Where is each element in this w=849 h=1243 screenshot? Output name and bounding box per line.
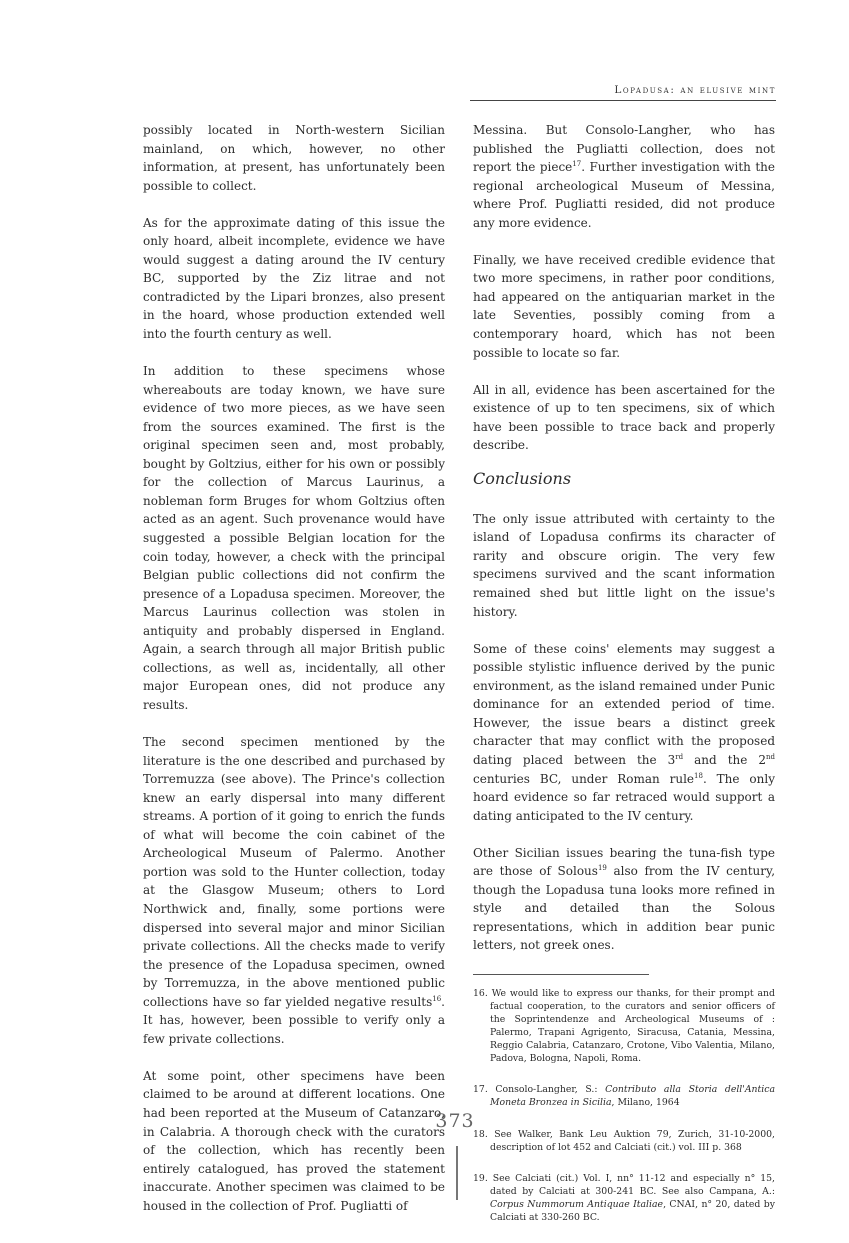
paragraph	[473, 121, 775, 232]
paragraph-text: centuries BC, under Roman rule	[473, 771, 695, 786]
footnote-title: Corpus Nummorum Antiquae Italiae	[490, 1199, 664, 1211]
paragraph-text: Messina. But Consolo-Langher, who has published the Pugliatti collection, does not report the piece	[473, 123, 775, 175]
footnote-title: Contributo alla Storia dell'Antica Moneta Bronzea in Sicilia	[490, 1084, 775, 1109]
paragraph-text: also from the IV century, though the Lopadusa tuna looks more refined in style and detailed than the Solous representations, which in addition bear punic letters, not greek ones.	[473, 864, 776, 953]
paragraph-text: Other Sicilian issues bearing the tuna-fish type are those of Solous	[473, 845, 775, 879]
footnote-18: 18. See Walker, Bank Leu Auktion 79, Zurich, 31-10-2000, description of lot 452 and Calciati (cit.) vol. III p. 368	[473, 1128, 775, 1153]
right-column	[473, 121, 775, 1243]
paragraph	[473, 844, 775, 955]
footnote-text: 19. See Calciati (cit.) Vol. I, nn° 11-12 and especially n° 15, dated by Calciati at 300-241 BC. See also Campana, A.:	[473, 1173, 775, 1198]
footnote-text: , Milano, 1964	[611, 1097, 680, 1109]
footnote-ref-17[interactable]: 17	[572, 160, 582, 169]
paragraph-text: Some of these coins' elements may suggest a possible stylistic influence derived by the punic environment, as the island remained under Punic dominance for an extended period of time. However, the issue bears a distinct greek character that may conflict with the proposed dating placed between the 3	[473, 641, 775, 767]
footnote-16: 16. We would like to express our thanks, for their prompt and factual cooperation, to the curators and senior officers of the Soprintendenze and Archeological Museums of : Palermo, Trapani Agrigento, Siracusa, Catania, Messina, Reggio Calabria, Catanzaro, Crotone, Vibo Valentia, Milano, Padova, Bologna, Napoli, Roma.	[473, 987, 775, 1064]
paragraph: As for the approximate dating of this issue the only hoard, albeit incomplete, evidence we have would suggest a dating around the IV century BC, supported by the Ziz litrae and not contradicted by the Lipari bronzes, also present in the hoard, whose production extended well into the fourth century as well.	[143, 215, 445, 342]
paragraph: All in all, evidence has been ascertained for the existence of up to ten specimens, six of which have been possible to trace back and properly describe.	[473, 382, 775, 453]
paragraph: Finally, we have received credible evidence that two more specimens, in rather poor conditions, had appeared on the antiquarian market in the late Seventies, possibly coming from a contemporary hoard, which has not been possible to locate so far.	[473, 252, 775, 360]
footnote-text: , CNAI, n° 20, dated by Calciati at 330-260 BC.	[490, 1199, 775, 1224]
section-heading: Conclusions	[473, 468, 572, 488]
page-number-bar	[456, 1146, 458, 1200]
footnote-rule	[473, 974, 649, 975]
running-head: Lopadusa: an elusive mint	[614, 84, 776, 96]
superscript-ordinal: rd	[675, 752, 684, 761]
paragraph	[143, 733, 445, 1048]
paragraph-text: . It has, however, been possible to verify only a few private collections.	[143, 994, 445, 1046]
paragraph	[473, 640, 775, 825]
page-number: 373	[435, 1110, 475, 1132]
paragraph: possibly located in North-western Sicilian mainland, on which, however, no other information, at present, has unfortunately been possible to collect.	[143, 123, 445, 193]
footnote-ref-18[interactable]: 18	[694, 771, 703, 780]
footnote-text: 17. Consolo-Langher, S.:	[473, 1084, 606, 1096]
superscript-ordinal: nd	[766, 752, 776, 761]
footnote-ref-16[interactable]: 16	[432, 994, 442, 1003]
left-column	[143, 121, 445, 1215]
paragraph-text: The second specimen mentioned by the literature is the one described and purchased by Torremuzza (see above). The Prince's collection knew an early dispersal into many different streams. A portion of it going to enrich the funds of what will become the coin cabinet of the Archeological Museum of Palermo. Another portion was sold to the Hunter collection, today at the Glasgow Museum; others to Lord Northwick and, finally, some portions were dispersed into several major and minor Sicilian private collections. All the checks made to verify the presence of the Lopadusa specimen, owned by Torremuzza, in the above mentioned public collections have so far yielded negative results	[143, 735, 445, 1009]
paragraph-text: . Further investigation with the regional archeological Museum of Messina, where Prof. Pugliatti resided, did not produce any more evidence.	[473, 160, 776, 230]
paragraph-text: . The only hoard evidence so far retraced would support a dating anticipated to the IV century.	[473, 771, 775, 823]
header-rule	[470, 100, 776, 101]
paragraph: At some point, other specimens have been claimed to be around at different locations. One had been reported at the Museum of Catanzaro, in Calabria. A thorough check with the curators of the collection, which has recently been entirely catalogued, has proved the statement inaccurate. Another specimen was claimed to be housed in the collection of Prof. Pugliatti of	[143, 1068, 445, 1213]
paragraph: The only issue attributed with certainty to the island of Lopadusa confirms its character of rarity and obscure origin. The very few specimens survived and the scant information remained shed but little light on the issue's history.	[473, 511, 775, 619]
footnote-17	[473, 1083, 775, 1109]
footnote-ref-19[interactable]: 19	[597, 864, 607, 873]
paragraph: In addition to these specimens whose whereabouts are today known, we have sure evidence of two more pieces, as we have seen from the sources examined. The first is the original specimen seen and, most probably, bought by Goltzius, either for his own or possibly for the collection of Marcus Laurinus, a nobleman form Bruges for whom Goltzius often acted as an agent. Such provenance would have suggested a possible Belgian location for the coin today, however, a check with the principal Belgian public collections did not confirm the presence of a Lopadusa specimen. Moreover, the Marcus Laurinus collection was stolen in antiquity and probably dispersed in England. Again, a search through all major British public collections, as well as, incidentally, all other major European ones, did not produce any results.	[143, 364, 445, 712]
footnote-19	[473, 1172, 775, 1224]
paragraph-text: and the 2	[683, 752, 767, 767]
